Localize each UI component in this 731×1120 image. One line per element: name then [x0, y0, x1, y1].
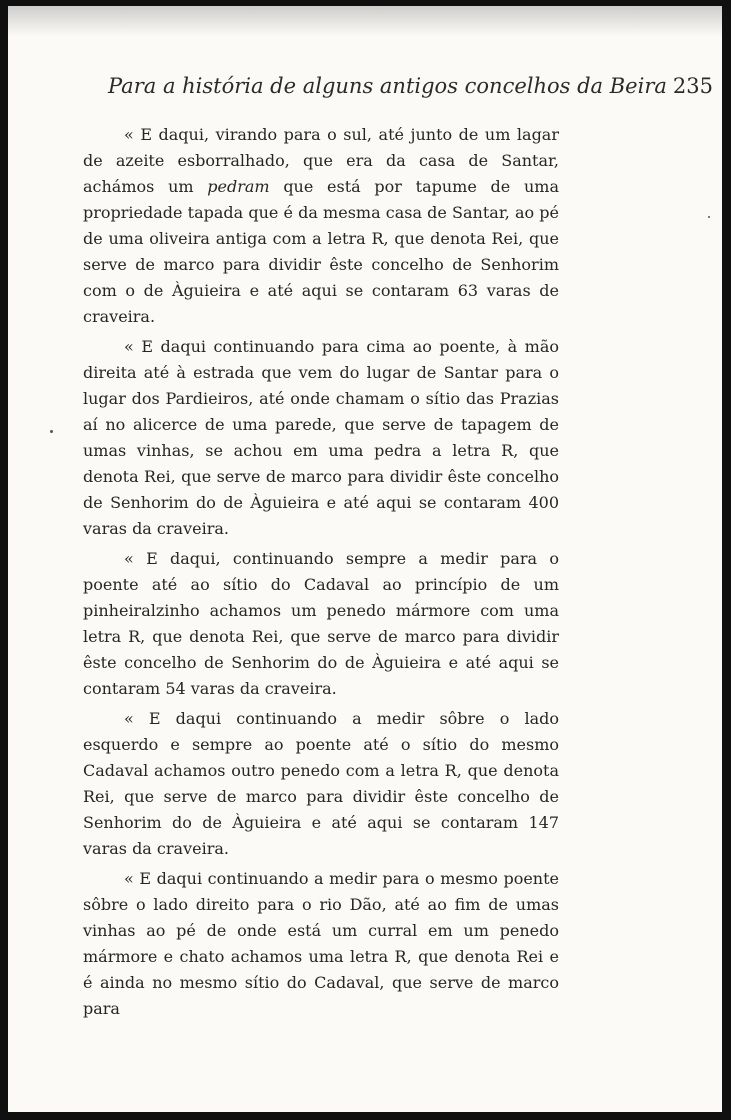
running-header	[108, 74, 713, 98]
page-body	[83, 122, 559, 1026]
paragraph-2: « E daqui continuando para cima ao poente, à mão direita até à estrada que vem do lugar de Santar para o lugar dos Pardieiros, até onde chamam o sítio das Prazias aí no alicerce de uma parede, que serve de tapagem de umas vinhas, se achou em uma pedra a letra R, que denota Rei, que serve de marco para dividir êste concelho de Senhorim do de Àguieira e até aqui se contaram 400 varas da craveira.	[83, 337, 559, 538]
paragraph-4: « E daqui continuando a medir sôbre o lado esquerdo e sempre ao poente até o sítio do mesmo Cadaval achamos outro penedo com a letra R, que denota Rei, que serve de marco para dividir êste concelho de Senhorim do de Àguieira e até aqui se contaram 147 varas da craveira.	[83, 709, 559, 858]
paragraph-1-after: que está por tapume de uma propriedade tapada que é da mesma casa de Santar, ao pé de uma oliveira antiga com a letra R, que denota Rei, que serve de marco para dividir êste concelho de Senhorim com o de Àguieira e até aqui se contaram 63 varas de craveira.	[83, 177, 559, 326]
paragraph-5: « E daqui continuando a medir para o mesmo poente sôbre o lado direito para o rio Dão, até ao fim de umas vinhas ao pé de onde está um curral em um penedo mármore e chato achamos uma letra R, que denota Rei e é ainda no mesmo sítio do Cadaval, que serve de marco para	[83, 869, 559, 1018]
paragraph-3: « E daqui, continuando sempre a medir para o poente até ao sítio do Cadaval ao princípio de um pinheiralzinho achamos um penedo mármore com uma letra R, que denota Rei, que serve de marco para dividir êste concelho de Senhorim do de Àguieira e até aqui se contaram 54 varas da craveira.	[83, 549, 559, 698]
running-title: Para a história de alguns antigos concelhos da Beira	[108, 74, 667, 98]
scan-speck	[50, 430, 53, 433]
book-page	[8, 6, 722, 1112]
scan-speck	[708, 216, 710, 218]
paragraph-1	[83, 122, 559, 330]
paragraph-1-before: « E daqui, virando para o sul, até junto de um lagar de azeite esborralhado, que era da casa de Santar, achámos um	[83, 125, 559, 196]
paragraph-1-italic: pedram	[207, 177, 270, 196]
page-number: 235	[672, 74, 713, 98]
scan-shadow	[8, 6, 722, 36]
